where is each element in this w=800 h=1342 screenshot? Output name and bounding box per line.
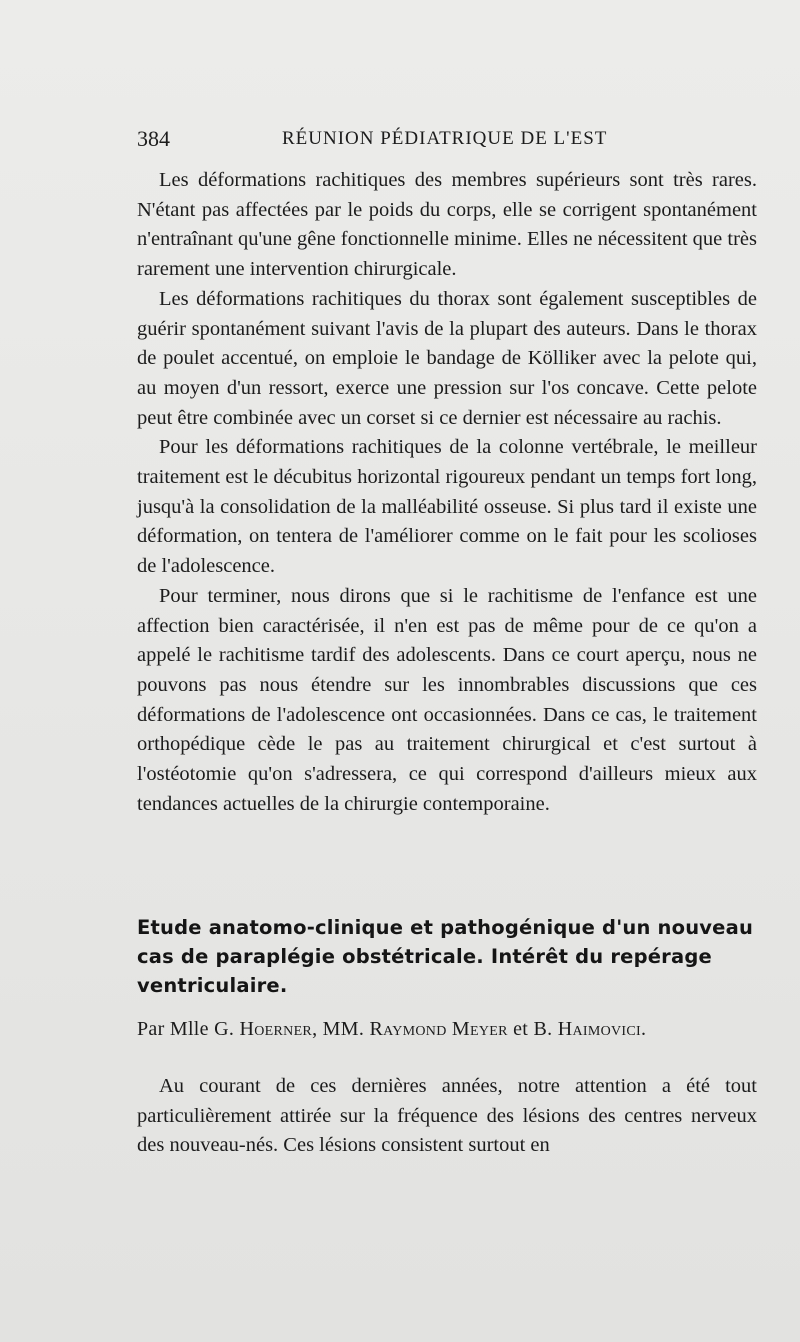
- paragraph: Les déformations rachitiques du thorax sont également susceptibles de guérir spontanément suivant l'avis de la plupart des auteurs. Dans le thorax de poulet accentué, on emploie le bandage de Kölliker avec la pelote qui, au moyen d'un ressort, exerce une pression sur l'os concave. Cette pelote peut être combinée avec un corset si ce dernier est nécessaire au rachis.: [137, 287, 757, 429]
- author3-name: Haimovici: [557, 1018, 641, 1040]
- body-text: [137, 166, 757, 819]
- author3-initial: B.: [533, 1018, 553, 1040]
- article-title: Etude anatomo-clinique et pathogénique d'un nouveau cas de paraplégie obstétricale. Intérêt du repérage ventriculaire.: [137, 916, 754, 997]
- author1-name: Hoerner: [239, 1018, 313, 1040]
- author1-initial: G.: [214, 1018, 235, 1040]
- paragraph: Les déformations rachitiques des membres supérieurs sont très rares. N'étant pas affectées par le poids du corps, elle se corrigent spontanément n'entraînant qu'une gêne fonctionnelle minime. Elles ne nécessitent que très rarement une intervention chirurgicale.: [137, 169, 757, 281]
- paragraph: Pour terminer, nous dirons que si le rachitisme de l'enfance est une affection bien caractérisée, il n'en est pas de même pour de ce qu'on a appelé le rachitisme tardif des adolescents. Dans ce court aperçu, nous ne pouvons pas nous étendre sur les innombrables discussions que ces déformations de l'adolescence ont occasionnées. Dans ce cas, le traitement orthopédique cède le pas au traitement chirurgical et c'est surtout à l'ostéotomie qu'on s'adressera, ce qui correspond d'ailleurs mieux aux tendances actuelles de la chirurgie contemporaine.: [137, 584, 757, 815]
- authors-mm: MM.: [322, 1018, 365, 1040]
- author-line: Par Mlle G. Hoerner, MM. Raymond Meyer et B. Haimovici.: [137, 1018, 647, 1040]
- authors-et: et: [513, 1018, 529, 1040]
- page-header: [137, 126, 757, 154]
- intro-paragraph: Au courant de ces dernières années, notre attention a été tout particulièrement attirée sur la fréquence des lésions des centres nerveux des nouveau-nés. Ces lésions consistent surtout en: [137, 1075, 757, 1156]
- author-prefix: Par Mlle: [137, 1018, 209, 1040]
- running-head: RÉUNION PÉDIATRIQUE DE L'EST: [282, 128, 608, 149]
- article-intro: [137, 1072, 757, 1161]
- author2-first: Raymond: [369, 1018, 447, 1040]
- paragraph: Pour les déformations rachitiques de la colonne vertébrale, le meilleur traitement est le décubitus horizontal rigoureux pendant un temps fort long, jusqu'à la consolidation de la malléabilité osseuse. Si plus tard il existe une déformation, on tentera de l'améliorer comme on le fait pour les scolioses de l'adolescence.: [137, 436, 757, 578]
- page-number: 384: [137, 126, 170, 151]
- author2-last: Meyer: [451, 1018, 508, 1040]
